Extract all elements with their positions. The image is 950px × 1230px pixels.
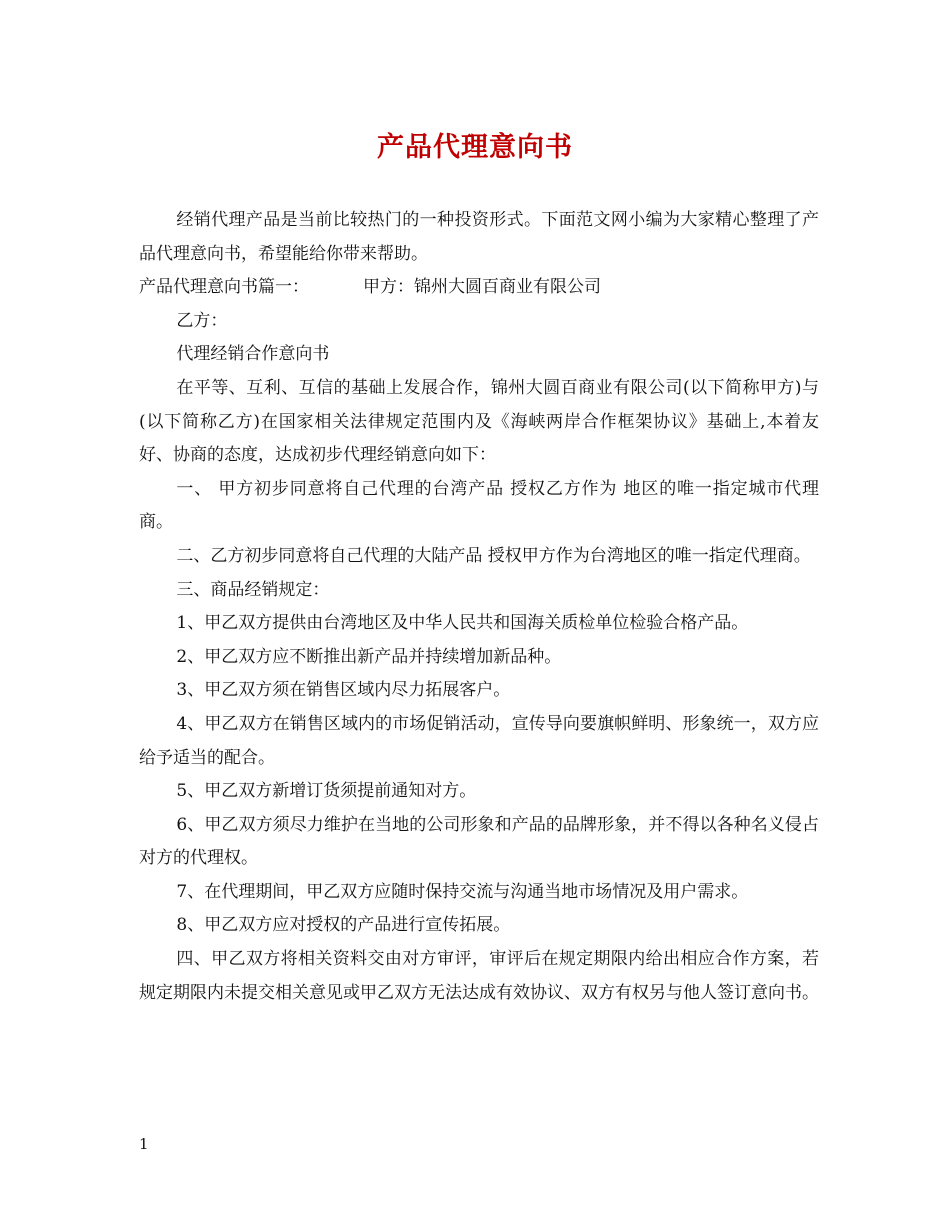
rule-item: 6、甲乙双方须尽力维护在当地的公司形象和产品的品牌形象，并不得以各种名义侵占对方的代理权。 (139, 814, 819, 869)
rule-item: 7、在代理期间，甲乙双方应随时保持交流与沟通当地市场情况及用户需求。 (176, 881, 749, 902)
page-number: 1 (139, 1135, 149, 1153)
rule-item: 4、甲乙双方在销售区域内的市场促销活动，宣传导向要旗帜鲜明、形象统一，双方应给予适当的配合。 (139, 713, 819, 768)
rule-item: 1、甲乙双方提供由台湾地区及中华人民共和国海关质检单位检验合格产品。 (176, 613, 749, 634)
intro-paragraph: 经销代理产品是当前比较热门的一种投资形式。下面范文网小编为大家精心整理了产品代理意向书，希望能给你带来帮助。 (139, 210, 819, 264)
section-header-line (139, 271, 819, 305)
rule-item: 2、甲乙双方应不断推出新产品并持续增加新品种。 (176, 646, 562, 667)
party-a: 甲方：锦州大圆百商业有限公司 (363, 277, 601, 298)
rule-item: 5、甲乙双方新增订货须提前通知对方。 (176, 781, 477, 802)
preamble-paragraph: 在平等、互利、互信的基础上发展合作，锦州大圆百商业有限公司(以下简称甲方)与 (以下简称乙方)在国家相关法律规定范围内及《海峡两岸合作框架协议》基础上,本着友好、协商的态度，达成初步代理经销意向如下： (139, 377, 819, 466)
clause-1: 一、 甲方初步同意将自己代理的台湾产品 授权乙方作为 地区的唯一指定城市代理商。 (139, 478, 819, 533)
rule-item: 8、甲乙双方应对授权的产品进行宣传拓展。 (176, 915, 511, 936)
rule-item: 3、甲乙双方须在销售区域内尽力拓展客户。 (176, 680, 511, 701)
section-label: 产品代理意向书篇一： (139, 277, 309, 298)
page-title: 产品代理意向书 (377, 132, 573, 163)
doc-subtitle: 代理经销合作意向书 (176, 344, 330, 365)
document-body (139, 204, 819, 1010)
party-b: 乙方： (176, 310, 228, 331)
clause-4: 四、甲乙双方将相关资料交由对方审评，审评后在规定期限内给出相应合作方案，若规定期限内未提交相关意见或甲乙双方无法达成有效协议、双方有权另与他人签订意向书。 (139, 949, 819, 1003)
clause-3-heading: 三、商品经销规定： (176, 579, 330, 600)
clause-2: 二、乙方初步同意将自己代理的大陆产品 授权甲方作为台湾地区的唯一指定代理商。 (176, 545, 811, 566)
